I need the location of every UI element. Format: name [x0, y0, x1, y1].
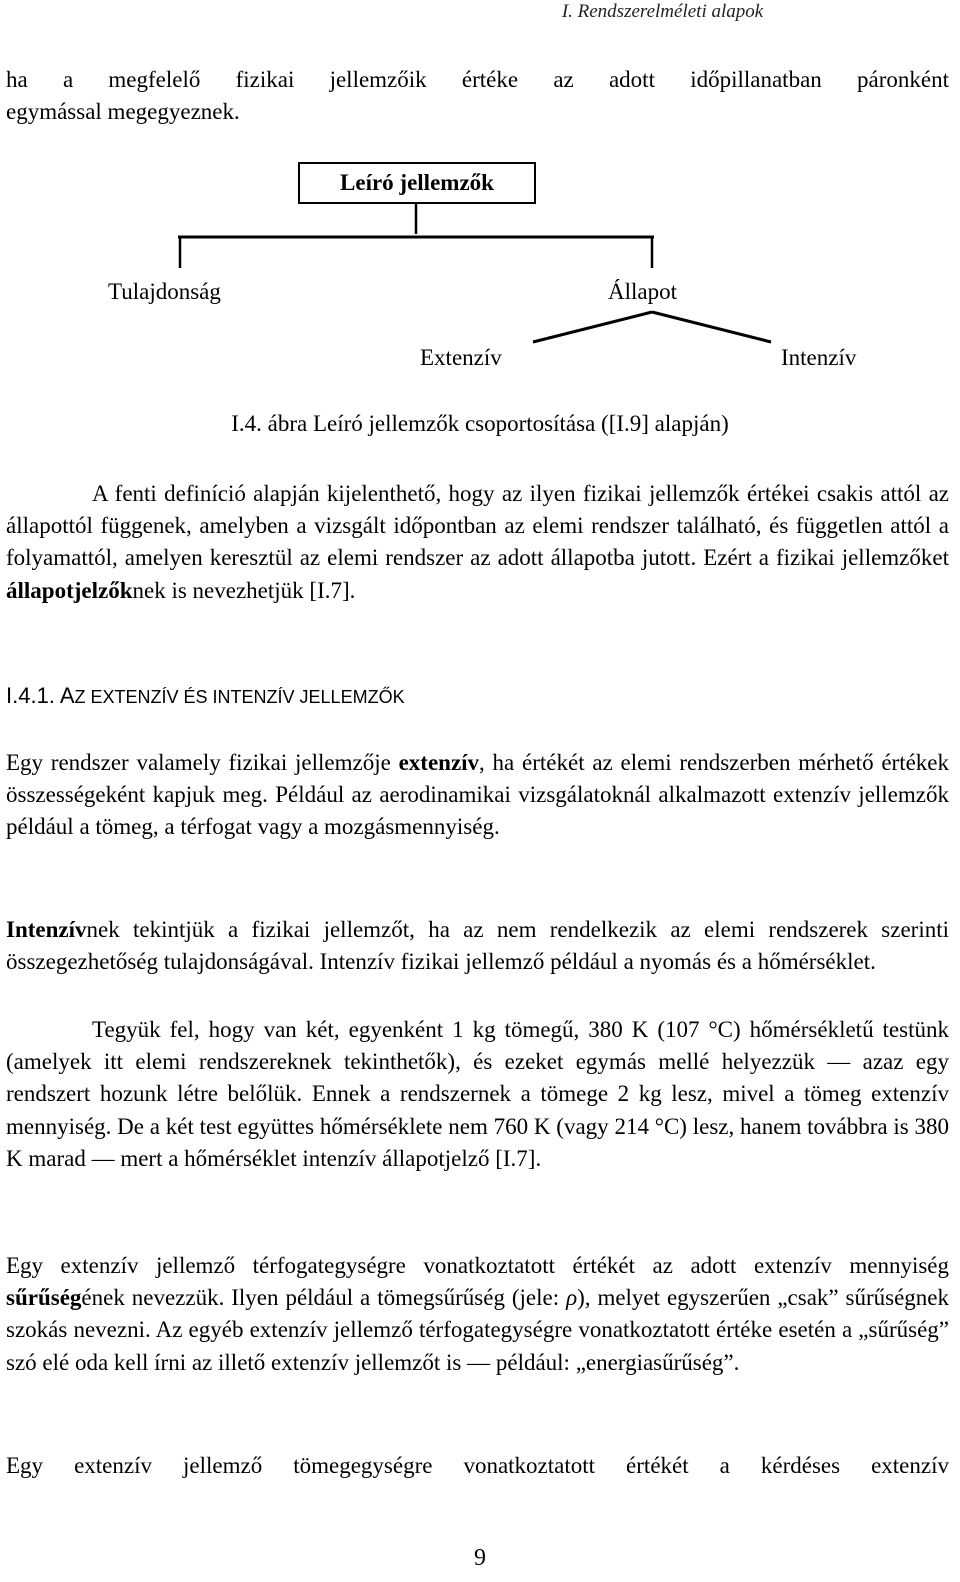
paragraph-definition — [6, 478, 949, 607]
section-title-first: A — [59, 683, 75, 708]
paragraph-example — [6, 1014, 949, 1175]
section-number: I.4.1. — [6, 683, 55, 708]
root-label: Leíró jellemzők — [340, 170, 494, 195]
figure-caption: I.4. ábra Leíró jellemzők csoportosítása ([I.9] alapján) — [231, 411, 729, 436]
paragraph-definition-tail: nek is nevezhetjük [I.7]. — [132, 577, 356, 603]
paragraph-extensive-pre: Egy rendszer valamely fizikai jellemzője — [6, 750, 391, 775]
paragraph-definition-text: A fenti definíció alapján kijelenthető, hogy az ilyen fizikai jellemzők értékei csakis attól az állapottól függenek, amelyben a vizsgált időpontban az elemi rendszer található, és független attól a folyamattól, amelyen keresztül az elemi rendszer az adott állapotba jutott. Ezért a fizikai jellemzőket — [6, 481, 949, 571]
term-suruseg: sűrűség — [6, 1285, 82, 1311]
leaf-right-edge — [652, 312, 771, 342]
paragraph-extensive-post: , ha értékét az elemi rendszerben mérhető értékek összességeként kapjuk meg. Például az aerodinamikai vizsgálatoknál alkalmazott extenzív jellemzők például a tömeg, a térfogat vagy a mozgásmennyiség. — [6, 750, 950, 840]
branch-right-label: Állapot — [608, 279, 677, 304]
paragraph-density-pre: Egy extenzív jellemző térfogategységre vonatkoztatott értékét az adott extenzív mennyiség — [6, 1253, 949, 1278]
paragraph-intensive-post: nek tekintjük a fizikai jellemzőt, ha az nem rendelkezik az elemi rendszerek szerinti összegezhetőség tulajdonságával. Intenzív fizikai jellemző például a nyomás és a hőmérséklet. — [6, 917, 949, 975]
paragraph-density-post: ), melyet egyszerűen „csak” sűrűségnek szokás nevezni. Az egyéb extenzív jellemző térfogategységre vonatkoztatott értéke esetén a „sűrűség” szó elé oda kell írni az illető extenzív jellemzőt is — például: „energiasűrűség”. — [6, 1285, 950, 1375]
paragraph-density — [6, 1250, 949, 1379]
term-allapotjelzok: állapotjelzők — [6, 577, 133, 603]
intro-line-1: ha a megfelelő fizikai jellemzőik értéke az adott időpillanatban páronként — [6, 67, 949, 92]
leaf-left-edge — [533, 312, 652, 342]
paragraph-intensive — [6, 914, 949, 978]
section-title-rest: Z EXTENZÍV ÉS INTENZÍV JELLEMZŐK — [74, 687, 405, 707]
paragraph-extensive — [6, 747, 949, 844]
section-heading — [6, 682, 405, 711]
page-number: 9 — [474, 1545, 486, 1571]
branch-left-label: Tulajdonság — [108, 279, 221, 304]
term-intenziv: Intenzív — [6, 917, 87, 942]
root-node — [298, 162, 536, 204]
leaf-left-label: Extenzív — [420, 345, 502, 370]
paragraph-density-mid: ének nevezzük. Ilyen például a tömegsűrűség (jele: — [81, 1285, 560, 1311]
intro-line-2: egymással megegyeznek. — [6, 99, 240, 124]
leaf-right-label: Intenzív — [781, 345, 857, 370]
paragraph-specific: Egy extenzív jellemző tömegegységre vonatkoztatott értékét a kérdéses extenzív — [6, 1453, 949, 1478]
paragraph-example-text: Tegyük fel, hogy van két, egyenként 1 kg tömegű, 380 K (107 °C) hőmérsékletű testünk (amelyek itt elemi rendszereknek tekinthetők), és ezeket egymás mellé helyezzük — azaz egy rendszert hozunk létre belőlük. Ennek a rendszernek a tömege 2 kg lesz, mivel a tömeg extenzív mennyiség. De a két test együttes hőmérséklete nem 760 K (vagy 214 °C) lesz, hanem továbbra is 380 K marad — mert a hőmérséklet intenzív állapotjelző [I.7]. — [6, 1017, 949, 1171]
term-extenziv: extenzív — [398, 750, 480, 775]
running-header: I. Rendszerelméleti alapok — [561, 1, 764, 22]
symbol-rho: ρ — [566, 1285, 578, 1311]
